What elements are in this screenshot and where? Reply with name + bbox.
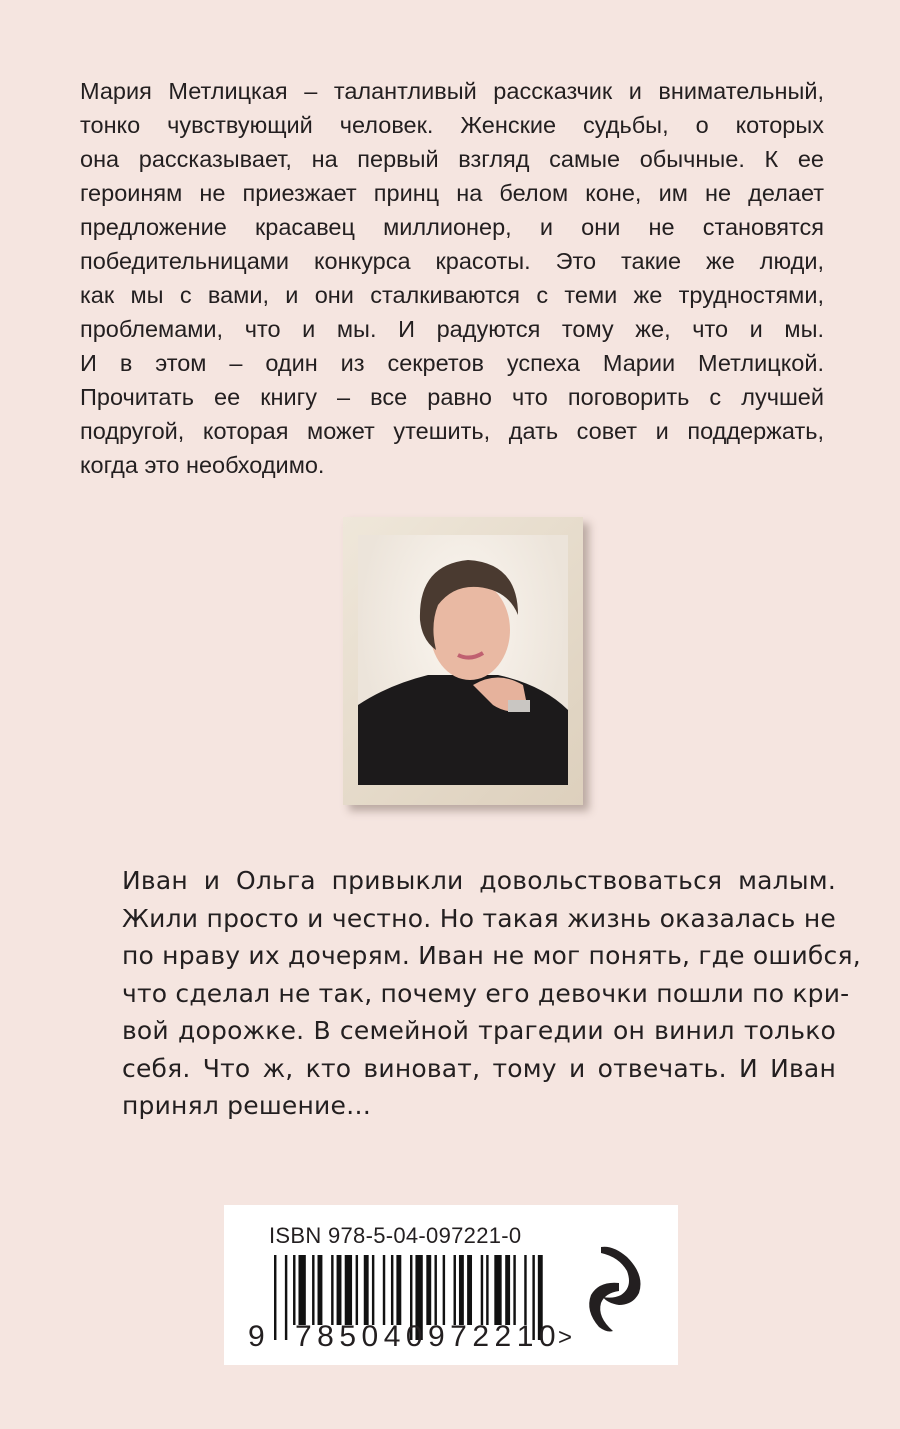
text-line: Прочитать ее книгу – все равно что поговорить с лучшей <box>80 384 824 410</box>
barcode-bar <box>459 1255 464 1325</box>
text-line: себя. Что ж, кто виноват, тому и отвечать. И Иван <box>122 1053 836 1083</box>
text-line: Иван и Ольга привыкли довольствоваться малым. <box>122 866 836 895</box>
book-annotation <box>122 862 861 1125</box>
text-line: Мария Метлицкая – талантливый рассказчик и внимательный, <box>80 78 824 104</box>
barcode-bar <box>318 1255 323 1325</box>
barcode-bar <box>312 1255 314 1325</box>
barcode-bar <box>285 1255 287 1340</box>
barcode-digit-first: 9 <box>248 1320 265 1353</box>
text-line: по нраву их дочерям. Иван не мог понять, где ошибся, <box>122 941 861 970</box>
author-photo <box>358 535 568 785</box>
isbn-text: ISBN 978-5-04-097221-0 <box>269 1223 522 1248</box>
text-line: вой дорожке. В семейной трагедии он винил только <box>122 1016 836 1045</box>
barcode-bar <box>396 1255 401 1325</box>
barcode-bar <box>443 1255 445 1325</box>
text-line: героиням не приезжает принц на белом коне, им не делает <box>80 180 824 206</box>
barcode-bar <box>434 1255 436 1325</box>
barcode-bar <box>486 1255 488 1325</box>
text-line: тонко чувствующий человек. Женские судьбы, о которых <box>80 112 824 138</box>
barcode-bar <box>505 1255 510 1325</box>
barcode-bar <box>513 1255 515 1325</box>
text-line: победительницами конкурса красоты. Это такие же люди, <box>80 248 824 274</box>
barcode-bar <box>298 1255 305 1325</box>
text-line: что сделал не так, почему его девочки пошли по кри- <box>122 978 850 1008</box>
text-line: проблемами, что и мы. И радуются тому же, что и мы. <box>80 316 824 342</box>
text-line: принял решение… <box>122 1091 372 1120</box>
barcode-bar <box>494 1255 501 1325</box>
barcode-bar <box>426 1255 431 1325</box>
author-photo-frame <box>343 517 583 805</box>
barcode-bar <box>524 1255 526 1325</box>
text-line: предложение красавец миллионер, и они не становятся <box>80 214 824 240</box>
text-line: подругой, которая может утешить, дать совет и поддержать, <box>80 418 824 444</box>
barcode-bar <box>481 1255 483 1325</box>
text-line: она рассказывает, на первый взгляд самые обычные. К ее <box>80 146 824 172</box>
barcode-bar <box>337 1255 342 1325</box>
barcode-bar <box>383 1255 385 1325</box>
barcode-block <box>224 1205 678 1365</box>
barcode-quiet-mark: > <box>558 1324 573 1351</box>
eksmo-logo-icon <box>579 1241 649 1337</box>
barcode-bar <box>372 1255 374 1325</box>
text-line: И в этом – один из секретов успеха Марии Метлицкой. <box>80 350 824 376</box>
text-line: когда это необходимо. <box>80 452 325 478</box>
barcode-bar <box>356 1255 358 1325</box>
text-line: Жили просто и честно. Но такая жизнь оказалась не <box>122 903 836 933</box>
barcode-bar <box>293 1255 295 1325</box>
barcode-bar <box>467 1255 472 1325</box>
barcode-bar <box>345 1255 352 1325</box>
barcode-bar <box>364 1255 369 1325</box>
barcode-bar <box>331 1255 333 1325</box>
barcode-digits-right: 972210 <box>428 1320 562 1353</box>
barcode-bar <box>454 1255 456 1325</box>
barcode-bar <box>274 1255 276 1340</box>
text-line: как мы с вами, и они сталкиваются с теми же трудностями, <box>80 282 824 308</box>
barcode-digits-left: 785040 <box>295 1320 429 1353</box>
author-description <box>80 74 824 482</box>
barcode-bar <box>391 1255 393 1325</box>
